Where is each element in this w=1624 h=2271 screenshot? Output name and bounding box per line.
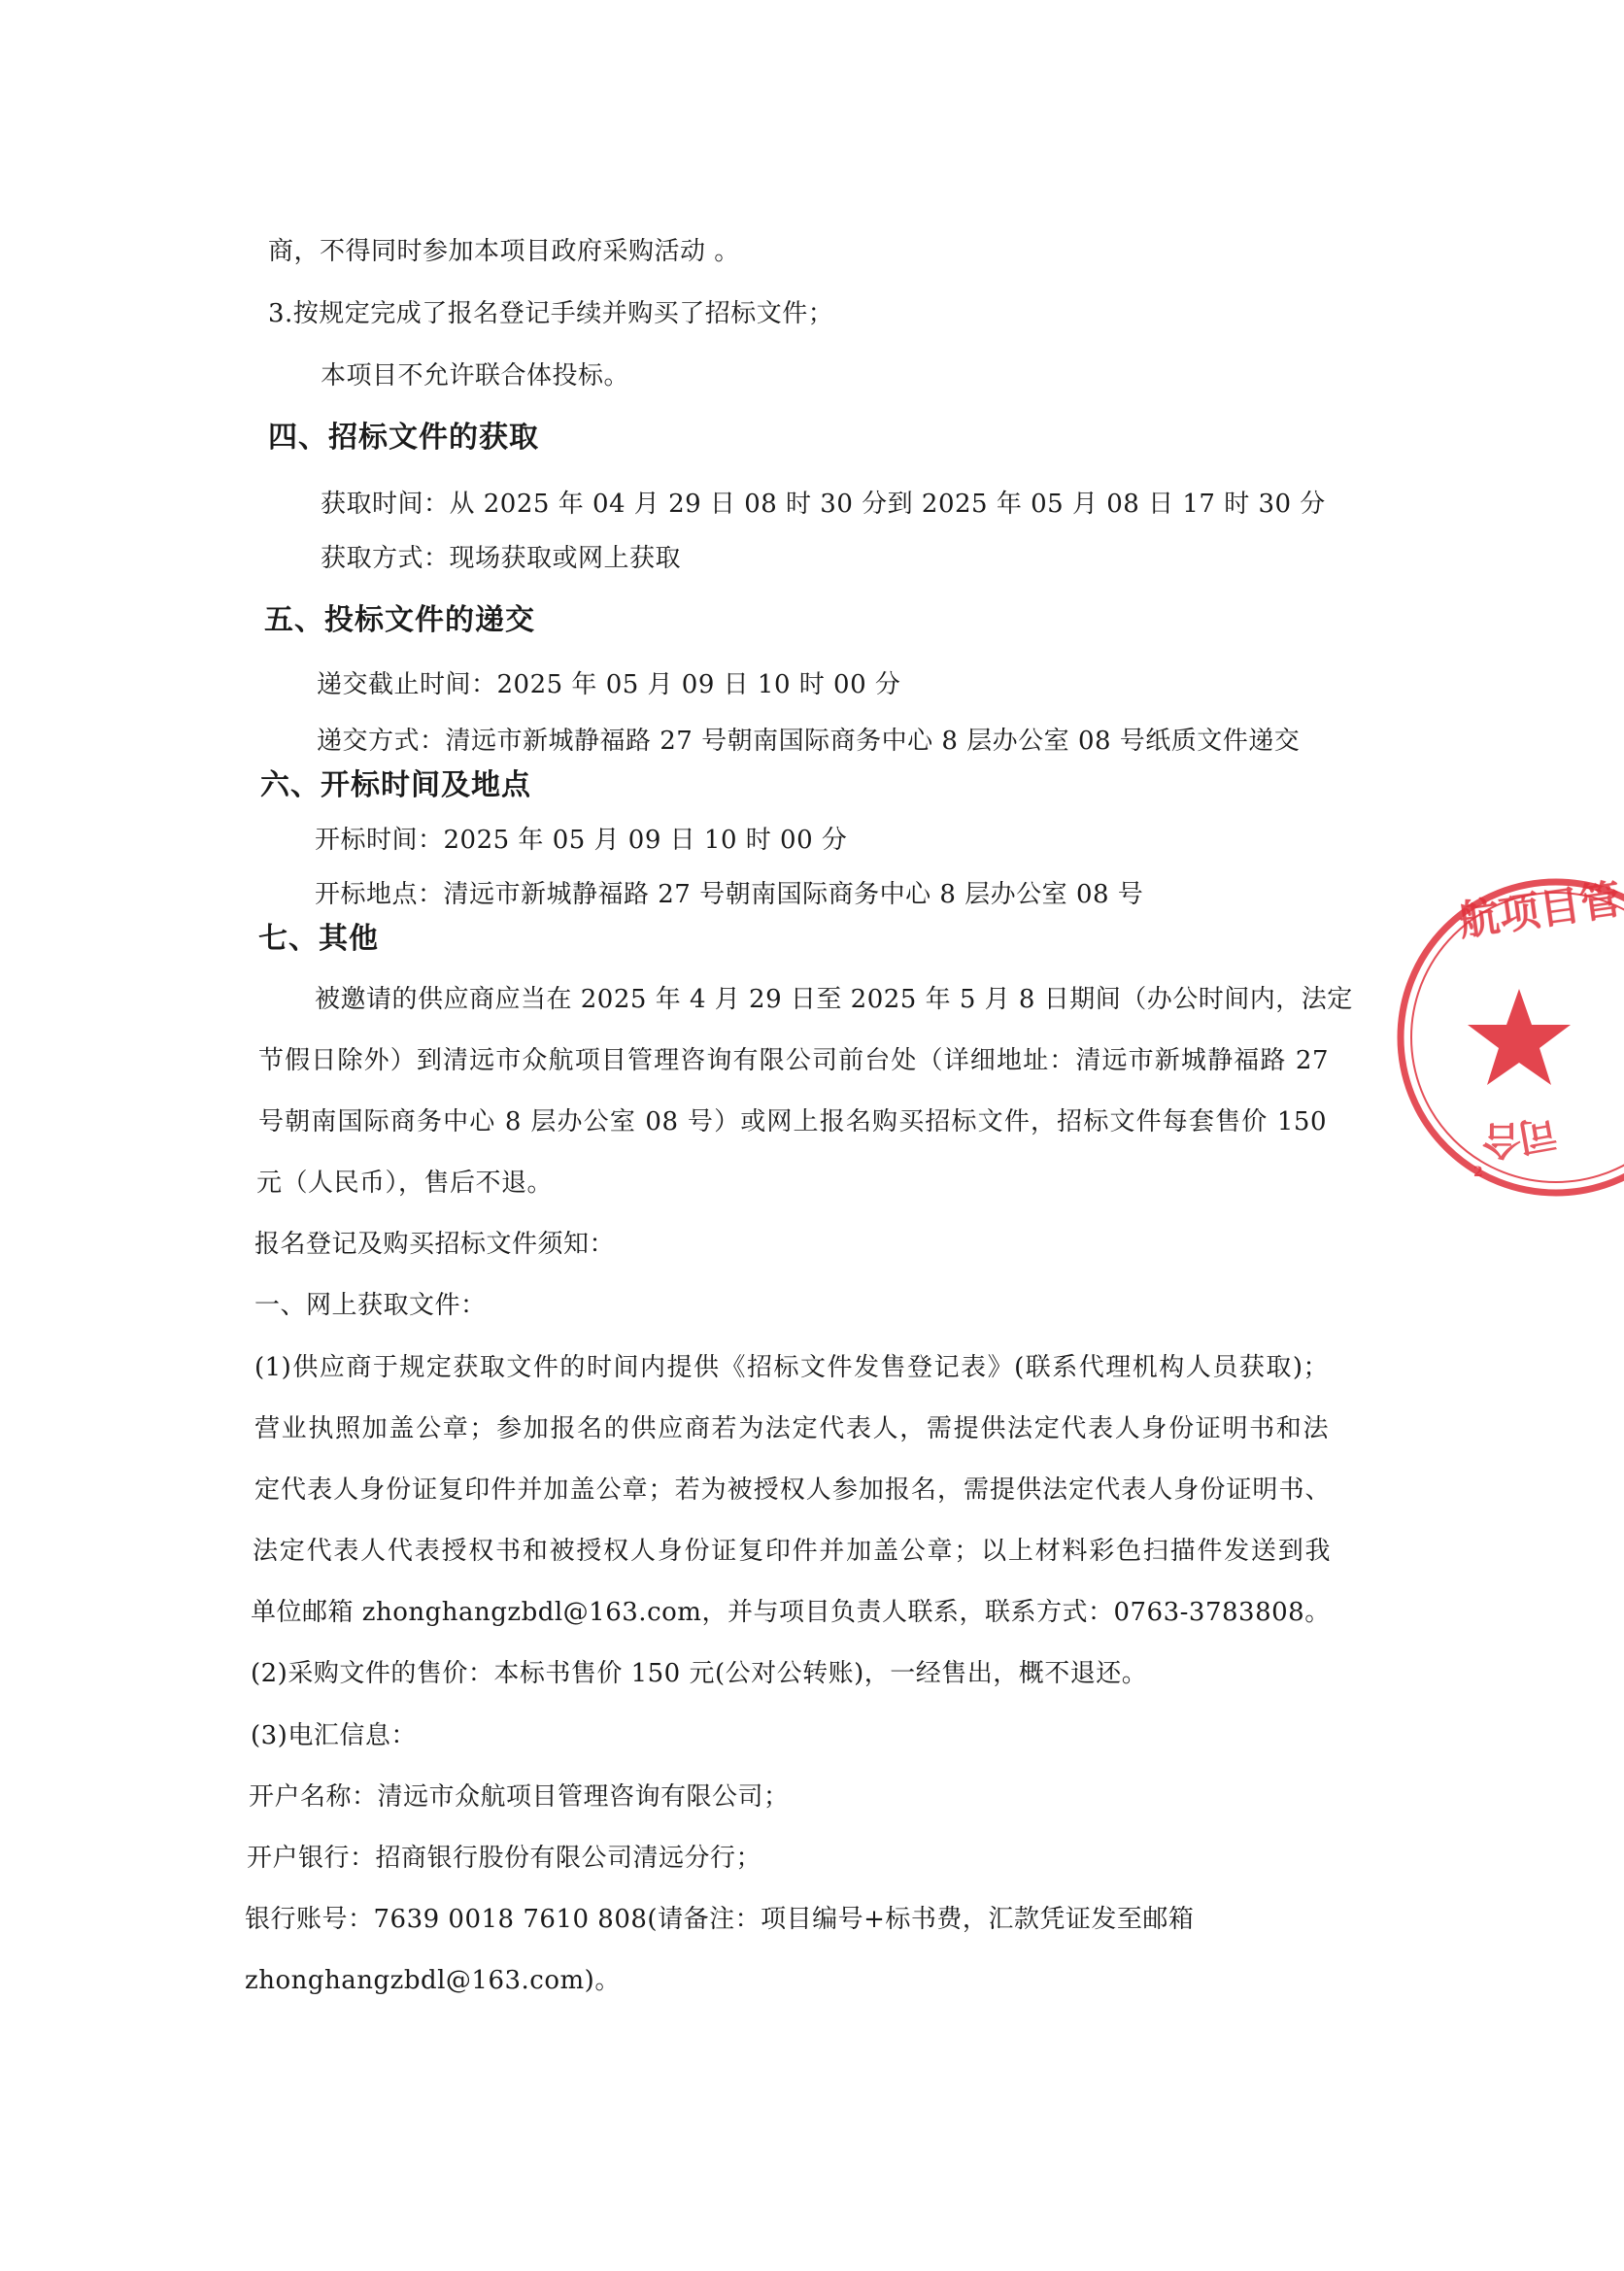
body-line: (1)供应商于规定获取文件的时间内提供《招标文件发售登记表》(联系代理机构人员获取)；	[254, 1353, 1329, 1382]
body-line: 银行账号：7639 0018 7610 808(请备注：项目编号+标书费，汇款凭证发至邮箱	[245, 1905, 1195, 1934]
body-line: 法定代表人代表授权书和被授权人身份证复印件并加盖公章；以上材料彩色扫描件发送到我	[253, 1537, 1331, 1566]
body-line: 开户名称：清远市众航项目管理咨询有限公司；	[249, 1782, 790, 1812]
body-line: 本项目不允许联合体投标。	[321, 361, 630, 390]
body-line: (3)电汇信息：	[251, 1721, 417, 1750]
body-line: 商，不得同时参加本项目政府采购活动 。	[268, 237, 740, 266]
section-heading: 四、招标文件的获取	[268, 421, 539, 455]
body-line: 被邀请的供应商应当在 2025 年 4 月 29 日至 2025 年 5 月 8 日期间（办公时间内，法定	[315, 985, 1353, 1014]
body-line: 开户银行：招商银行股份有限公司清远分行；	[247, 1844, 762, 1873]
body-line: 获取时间：从 2025 年 04 月 29 日 08 时 30 分到 2025 年 05 月 08 日 17 时 30 分	[321, 490, 1326, 519]
body-line: (2)采购文件的售价：本标书售价 150 元(公对公转账)，一经售出，概不退还。	[251, 1659, 1148, 1688]
body-line: 元（人民币），售后不退。	[256, 1169, 554, 1198]
body-line: 3.按规定完成了报名登记手续并购买了招标文件；	[268, 299, 834, 328]
seal-text: 航项目管	[1455, 874, 1624, 945]
body-line: 报名登记及购买招标文件须知：	[254, 1230, 616, 1259]
svg-text:司: 司	[1513, 1108, 1561, 1161]
svg-text:合: 合	[1482, 1117, 1521, 1163]
body-line: 递交截止时间：2025 年 05 月 09 日 10 时 00 分	[317, 670, 901, 699]
section-heading: 五、投标文件的递交	[264, 603, 535, 637]
body-line: 开标地点：清远市新城静福路 27 号朝南国际商务中心 8 层办公室 08 号	[315, 880, 1144, 909]
section-heading: 七、其他	[258, 922, 379, 956]
body-line: zhonghangzbdl@163.com)。	[245, 1966, 621, 1995]
body-line: 获取方式：现场获取或网上获取	[321, 544, 682, 573]
body-line: 节假日除外）到清远市众航项目管理咨询有限公司前台处（详细地址：清远市新城静福路 27	[258, 1046, 1329, 1075]
body-line: 单位邮箱 zhonghangzbdl@163.com，并与项目负责人联系，联系方式：0763-3783808。	[251, 1598, 1331, 1627]
seal-partial-text: 2	[1473, 1165, 1483, 1180]
seal-icon	[1439, 867, 1624, 1207]
body-line: 一、网上获取文件：	[254, 1291, 487, 1320]
body-line: 营业执照加盖公章；参加报名的供应商若为法定代表人，需提供法定代表人身份证明书和法	[254, 1414, 1329, 1443]
body-line: 开标时间：2025 年 05 月 09 日 10 时 00 分	[315, 826, 848, 855]
body-line: 定代表人身份证复印件并加盖公章；若为被授权人参加报名，需提供法定代表人身份证明书、	[254, 1475, 1331, 1505]
section-heading: 六、开标时间及地点	[260, 768, 531, 802]
body-line: 递交方式：清远市新城静福路 27 号朝南国际商务中心 8 层办公室 08 号纸质文件递交	[317, 727, 1301, 756]
body-line: 号朝南国际商务中心 8 层办公室 08 号）或网上报名购买招标文件，招标文件每套售价 150	[258, 1107, 1327, 1136]
company-seal-stamp	[1439, 867, 1624, 1207]
